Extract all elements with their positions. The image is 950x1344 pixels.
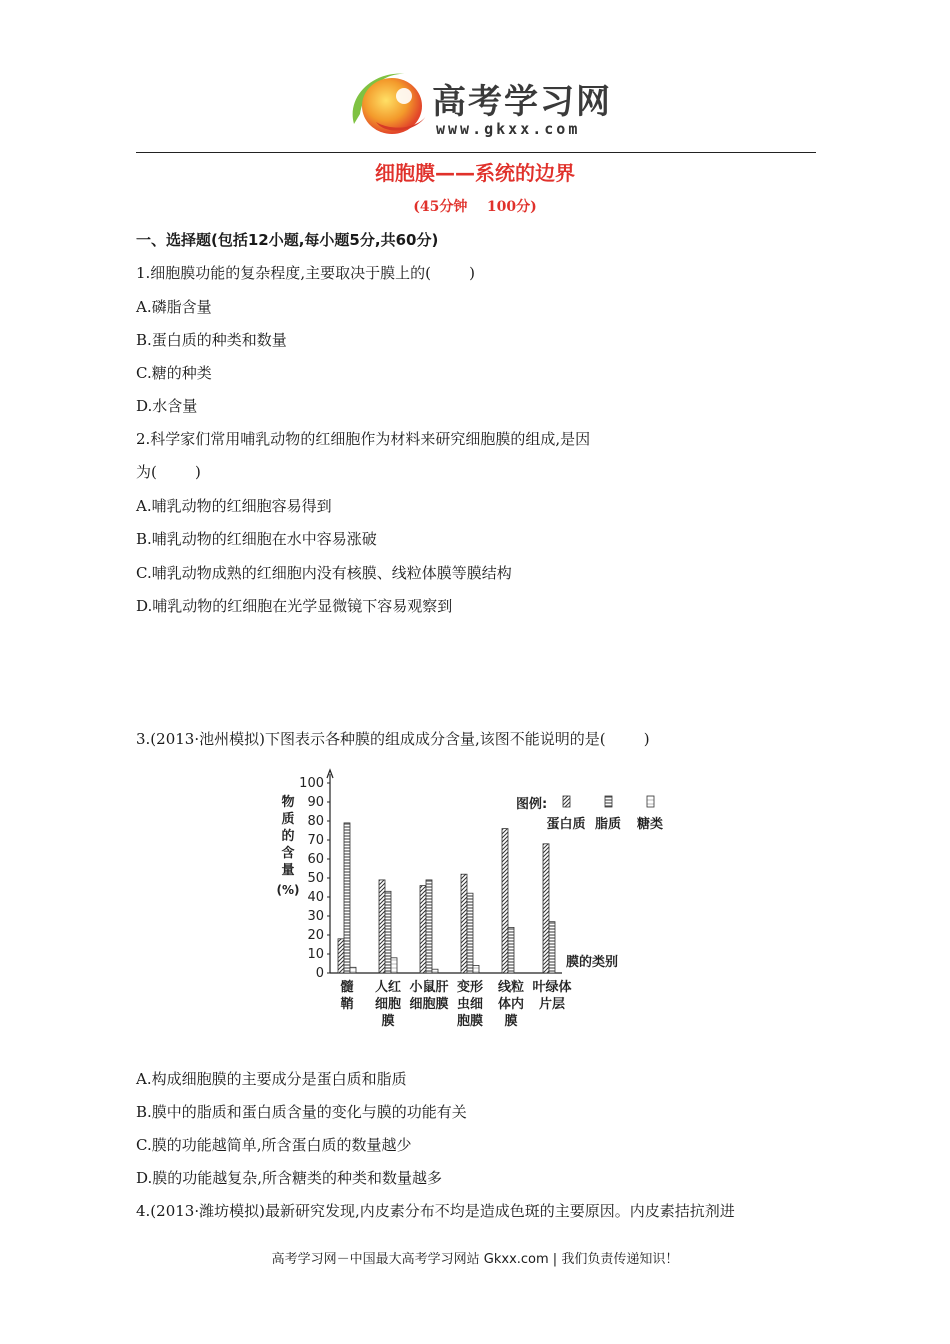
question-4-stem: 4.(2013·潍坊模拟)最新研究发现,内皮素分布不均是造成色斑的主要原因。内皮素拮抗剂进 — [136, 1202, 735, 1220]
legend-title: 图例: — [516, 797, 548, 812]
question-3-option-c: C.膜的功能越简单,所含蛋白质的数量越少 — [136, 1136, 412, 1154]
bar-horizontal — [549, 922, 555, 973]
bar-horizontal — [467, 893, 473, 973]
y-tick-label: 80 — [307, 814, 324, 829]
chart-svg — [270, 766, 690, 1036]
bar-light — [350, 967, 356, 973]
y-tick-label: 40 — [307, 890, 324, 905]
y-tick-label: 10 — [307, 947, 324, 962]
y-tick-label: 100 — [299, 776, 324, 791]
bar-light — [473, 965, 479, 973]
logo-emblem-icon — [346, 66, 436, 146]
bar-horizontal — [426, 880, 432, 973]
bar-horizontal — [508, 927, 514, 973]
membrane-composition-chart — [270, 766, 690, 1040]
bar-diagonal — [543, 844, 549, 973]
x-category-label: 髓 — [340, 980, 354, 995]
legend-label: 蛋白质 — [546, 817, 586, 832]
x-category-label: 膜 — [381, 1014, 395, 1029]
bar-horizontal — [385, 891, 391, 973]
y-axis-label-char: 物 — [281, 795, 295, 810]
legend-label: 脂质 — [594, 817, 622, 832]
legend-label: 糖类 — [636, 817, 664, 832]
question-1-option-a: A.磷脂含量 — [136, 298, 212, 316]
bar-light — [432, 969, 438, 973]
x-axis-label: 膜的类别 — [566, 955, 619, 970]
y-tick-label: 60 — [307, 852, 324, 867]
y-axis-label-char: 的 — [281, 829, 295, 844]
y-axis-label-char: 质 — [281, 812, 295, 827]
y-axis-label-char: 量 — [281, 863, 295, 878]
y-tick-label: 90 — [307, 795, 324, 810]
bar-diagonal — [502, 829, 508, 973]
x-category-label: 虫细 — [456, 997, 484, 1012]
question-1-option-c: C.糖的种类 — [136, 364, 212, 382]
x-category-label: 细胞膜 — [409, 997, 449, 1012]
bar-diagonal — [420, 886, 426, 973]
x-category-label: 鞘 — [340, 997, 354, 1012]
bar-horizontal — [344, 823, 350, 973]
x-category-label: 胞膜 — [456, 1014, 484, 1029]
question-2-option-b: B.哺乳动物的红细胞在水中容易涨破 — [136, 530, 377, 548]
question-3-option-b: B.膜中的脂质和蛋白质含量的变化与膜的功能有关 — [136, 1103, 467, 1121]
y-axis-unit: (%) — [276, 883, 300, 897]
y-tick-label: 20 — [307, 928, 324, 943]
section-heading: 一、选择题(包括12小题,每小题5分,共60分) — [136, 231, 439, 249]
question-1-option-d: D.水含量 — [136, 397, 198, 415]
logo-url: www.gkxx.com — [436, 120, 581, 138]
header-divider — [136, 152, 816, 153]
legend-swatch-light — [647, 796, 654, 807]
x-category-label: 线粒 — [497, 980, 525, 995]
question-2-option-a: A.哺乳动物的红细胞容易得到 — [136, 497, 332, 515]
question-2-stem-cont: 为( ) — [136, 463, 201, 481]
y-tick-label: 0 — [315, 966, 324, 981]
bar-diagonal — [379, 880, 385, 973]
legend-swatch-diagonal — [563, 796, 570, 807]
y-axis-label-char: 含 — [281, 846, 295, 861]
y-tick-label: 50 — [307, 871, 324, 886]
question-3-option-d: D.膜的功能越复杂,所含糖类的种类和数量越多 — [136, 1169, 443, 1187]
x-category-label: 人红 — [374, 980, 402, 995]
question-1-stem: 1.细胞膜功能的复杂程度,主要取决于膜上的( ) — [136, 264, 475, 282]
question-1-option-b: B.蛋白质的种类和数量 — [136, 331, 287, 349]
bar-light — [391, 958, 397, 973]
page-title: 细胞膜——系统的边界 — [375, 161, 575, 185]
x-category-label: 叶绿体 — [532, 980, 572, 995]
y-tick-label: 30 — [307, 909, 324, 924]
logo-wordmark: 高考学习网 — [432, 82, 612, 122]
y-tick-label: 70 — [307, 833, 324, 848]
question-2-option-d: D.哺乳动物的红细胞在光学显微镜下容易观察到 — [136, 597, 453, 615]
x-category-label: 膜 — [504, 1014, 518, 1029]
bar-diagonal — [338, 939, 344, 973]
page-footer: 高考学习网－中国最大高考学习网站 Gkxx.com | 我们负责传递知识！ — [271, 1252, 679, 1267]
bar-diagonal — [461, 874, 467, 973]
question-2-option-c: C.哺乳动物成熟的红细胞内没有核膜、线粒体膜等膜结构 — [136, 564, 512, 582]
x-category-label: 片层 — [538, 997, 566, 1012]
legend-swatch-horizontal — [605, 796, 612, 807]
page-subtitle: (45分钟 100分) — [413, 199, 537, 215]
question-3-option-a: A.构成细胞膜的主要成分是蛋白质和脂质 — [136, 1070, 407, 1088]
x-category-label: 体内 — [497, 997, 525, 1012]
x-category-label: 小鼠肝 — [409, 980, 449, 995]
question-3-stem: 3.(2013·池州模拟)下图表示各种膜的组成成分含量,该图不能说明的是( ) — [136, 730, 650, 748]
question-2-stem: 2.科学家们常用哺乳动物的红细胞作为材料来研究细胞膜的组成,是因 — [136, 430, 591, 448]
x-category-label: 细胞 — [374, 997, 402, 1012]
x-category-label: 变形 — [456, 980, 484, 995]
